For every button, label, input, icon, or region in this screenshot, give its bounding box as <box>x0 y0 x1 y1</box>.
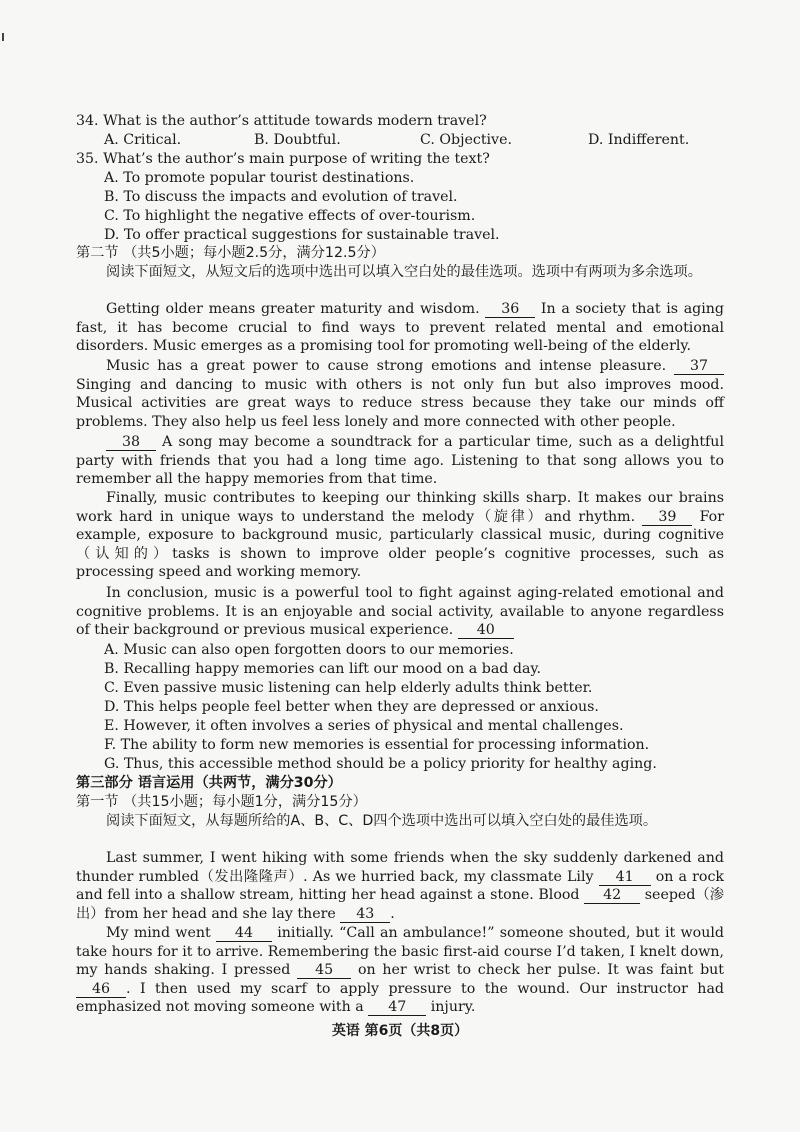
question-35-stem: 35. What’s the author’s main purpose of writing the text? <box>76 151 490 167</box>
q34-option-c: C. Objective. <box>420 132 512 148</box>
blank-38[interactable]: 38 <box>106 435 156 451</box>
cloze-para-1: Last summer, I went hiking with some friends when the sky suddenly darkened and thunder rumbled（发出隆隆声）. As we hurried back, my classmate Lily 41 on a rock and fell into a shallow stream, hitting her head against a stone. Blood 42 seeped（渗出）from her head and she lay there 43 . <box>76 850 724 922</box>
q34-option-d: D. Indifferent. <box>588 132 690 148</box>
part3-instruction: 阅读下面短文，从每题所给的A、B、C、D四个选项中选出可以填入空白处的最佳选项。 <box>106 813 658 829</box>
option-b: B. Recalling happy memories can lift our mood on a bad day. <box>104 661 542 677</box>
option-f: F. The ability to form new memories is essential for processing information. <box>104 737 650 753</box>
part3-subheading: 第一节 （共15小题；每小题1分，满分15分） <box>76 794 367 810</box>
blank-43[interactable]: 43 <box>340 907 390 923</box>
blank-36[interactable]: 36 <box>485 302 535 318</box>
passage-para-5: In conclusion, music is a powerful tool to fight against aging-related emotional and cognitive problems. It is an enjoyable and social activity, available to anyone regardless of their background or previous musical experience. 40 <box>76 585 724 639</box>
q34-option-b: B. Doubtful. <box>254 132 341 148</box>
option-g: G. Thus, this accessible method should be a policy priority for healthy aging. <box>104 756 657 772</box>
q35-option-b: B. To discuss the impacts and evolution of travel. <box>104 189 458 205</box>
section2-heading: 第二节 （共5小题；每小题2.5分，满分12.5分） <box>76 245 385 261</box>
q34-option-a: A. Critical. <box>104 132 182 148</box>
q35-option-c: C. To highlight the negative effects of over-tourism. <box>104 208 476 224</box>
passage-para-3: 38 A song may become a soundtrack for a particular time, such as a delightful party with friends that you had a long time ago. Listening to that song allows you to remember all the happy memories from that time. <box>76 434 724 488</box>
page-footer: 英语 第6页（共8页） <box>331 1023 469 1039</box>
blank-45[interactable]: 45 <box>297 963 351 979</box>
passage-para-2: Music has a great power to cause strong emotions and intense pleasure. 37 Singing and dancing to music with others is not only fun but also improves mood. Musical activities are great ways to reduce stress because they take our minds off problems. They also help us feel less lonely and more connected with other people. <box>76 358 724 430</box>
scan-edge-mark <box>2 33 4 41</box>
q35-option-d: D. To offer practical suggestions for sustainable travel. <box>104 227 500 243</box>
blank-39[interactable]: 39 <box>642 510 692 526</box>
blank-40[interactable]: 40 <box>458 623 514 639</box>
blank-37[interactable]: 37 <box>674 359 724 375</box>
option-d: D. This helps people feel better when they are depressed or anxious. <box>104 699 599 715</box>
blank-47[interactable]: 47 <box>368 1000 426 1016</box>
option-a: A. Music can also open forgotten doors to our memories. <box>104 642 514 658</box>
question-34-stem: 34. What is the author’s attitude towards modern travel? <box>76 113 487 129</box>
cloze-para-2: My mind went 44 initially. “Call an ambulance!” someone shouted, but it would take hours for it to arrive. Remembering the basic first-aid course I’d taken, I knelt down, my hands shaking. I pressed 45 on her wrist to check her pulse. It was faint but 46 . I then used my scarf to apply pressure to the wound. Our instructor had emphasized not moving someone with a 47 injury. <box>76 925 724 1016</box>
blank-42[interactable]: 42 <box>584 888 640 904</box>
blank-44[interactable]: 44 <box>216 926 272 942</box>
option-e: E. However, it often involves a series of physical and mental challenges. <box>104 718 624 734</box>
passage-para-4: Finally, music contributes to keeping our thinking skills sharp. It makes our brains work hard in unique ways to understand the melody（旋律）and rhythm. 39 For example, exposure to background music, particularly classical music, during cognitive（认知的）tasks is shown to improve older people’s cognitive processes, such as processing speed and working memory. <box>76 490 724 581</box>
option-c: C. Even passive music listening can help elderly adults think better. <box>104 680 593 696</box>
passage-para-1: Getting older means greater maturity and wisdom. 36 In a society that is aging fast, it has become crucial to find ways to prevent related mental and emotional disorders. Music emerges as a promising tool for promoting well-being of the elderly. <box>76 301 724 355</box>
section2-instruction: 阅读下面短文，从短文后的选项中选出可以填入空白处的最佳选项。选项中有两项为多余选项。 <box>106 264 702 280</box>
part3-heading: 第三部分 语言运用（共两节，满分30分） <box>76 775 342 791</box>
blank-41[interactable]: 41 <box>599 870 651 886</box>
blank-46[interactable]: 46 <box>76 982 126 998</box>
q35-option-a: A. To promote popular tourist destinations. <box>104 170 415 186</box>
